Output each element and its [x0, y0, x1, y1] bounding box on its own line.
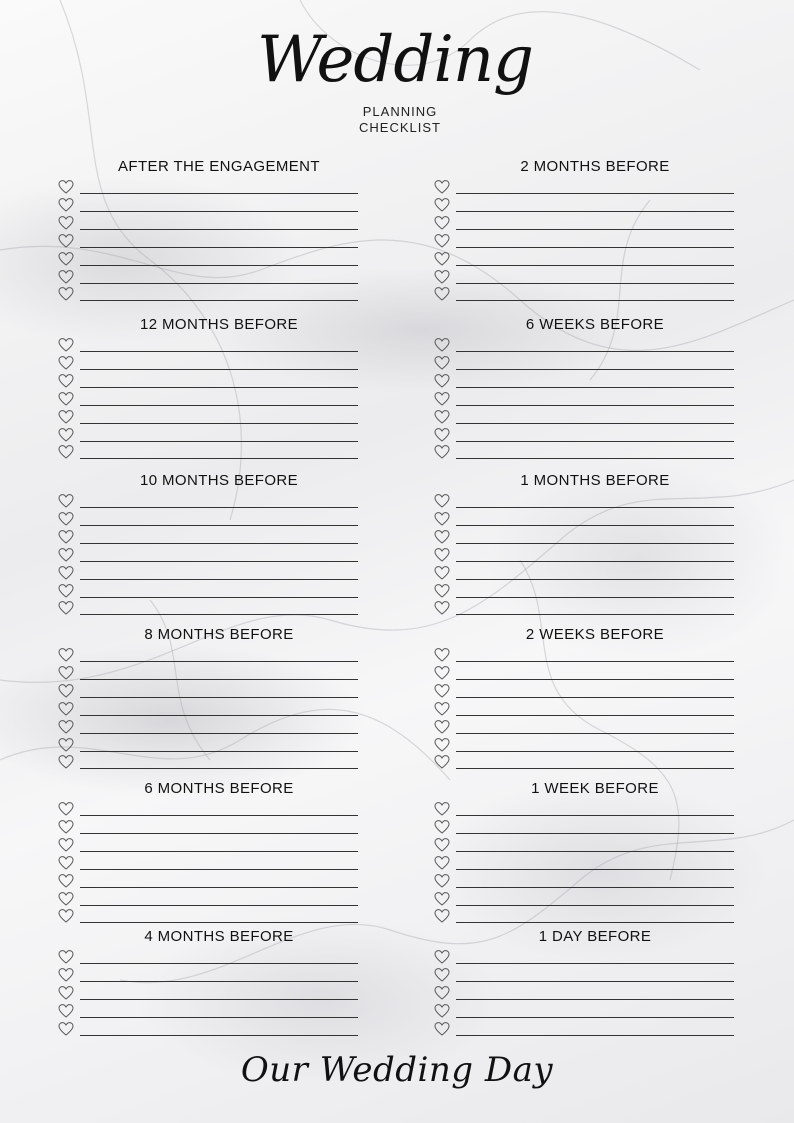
write-in-line[interactable] — [456, 300, 734, 301]
write-in-line[interactable] — [80, 369, 358, 370]
checklist-row — [58, 336, 358, 354]
section-heading: 1 DAY BEFORE — [538, 928, 652, 945]
checklist-row — [434, 492, 734, 510]
write-in-line[interactable] — [456, 405, 734, 406]
heart-checkbox-icon[interactable] — [434, 286, 450, 302]
checklist-row — [58, 354, 358, 372]
heart-checkbox-icon[interactable] — [434, 949, 450, 965]
heart-checkbox-icon[interactable] — [58, 647, 74, 663]
write-in-line[interactable] — [80, 543, 358, 544]
heart-checkbox-icon[interactable] — [434, 701, 450, 717]
write-in-line[interactable] — [80, 751, 358, 752]
write-in-line[interactable] — [80, 963, 358, 964]
heart-checkbox-icon[interactable] — [434, 511, 450, 527]
heart-checkbox-icon[interactable] — [434, 427, 450, 443]
checklist-row — [58, 890, 358, 908]
write-in-line[interactable] — [80, 733, 358, 734]
heart-checkbox-icon[interactable] — [58, 233, 74, 249]
section-heading: 10 MONTHS BEFORE — [139, 472, 299, 489]
checklist-row — [58, 682, 358, 700]
heart-checkbox-icon[interactable] — [58, 286, 74, 302]
checklist-row — [58, 408, 358, 426]
checklist-row — [58, 753, 358, 771]
checklist-row — [434, 232, 734, 250]
checklist-row — [58, 196, 358, 214]
write-in-line[interactable] — [80, 679, 358, 680]
heart-checkbox-icon[interactable] — [434, 737, 450, 753]
checklist-row — [434, 599, 734, 617]
heart-checkbox-icon[interactable] — [58, 949, 74, 965]
write-in-line[interactable] — [456, 369, 734, 370]
heart-checkbox-icon[interactable] — [58, 373, 74, 389]
checklist-row — [58, 250, 358, 268]
write-in-line[interactable] — [456, 851, 734, 852]
heart-checkbox-icon[interactable] — [58, 391, 74, 407]
write-in-line[interactable] — [456, 265, 734, 266]
checklist-row — [434, 268, 734, 286]
checklist-row — [58, 426, 358, 444]
heart-checkbox-icon[interactable] — [58, 493, 74, 509]
heart-checkbox-icon[interactable] — [434, 269, 450, 285]
heart-checkbox-icon[interactable] — [58, 701, 74, 717]
write-in-line[interactable] — [456, 351, 734, 352]
checklist-row — [434, 528, 734, 546]
checklist-row — [434, 178, 734, 196]
checklist-row — [434, 336, 734, 354]
checklist-row — [434, 390, 734, 408]
write-in-line[interactable] — [80, 423, 358, 424]
write-in-line[interactable] — [80, 283, 358, 284]
write-in-line[interactable] — [456, 614, 734, 615]
write-in-line[interactable] — [456, 387, 734, 388]
section-heading: 12 MONTHS BEFORE — [139, 316, 299, 333]
write-in-line[interactable] — [80, 922, 358, 923]
write-in-line[interactable] — [456, 597, 734, 598]
heart-checkbox-icon[interactable] — [434, 391, 450, 407]
heart-checkbox-icon[interactable] — [434, 1021, 450, 1037]
checklist-row — [434, 582, 734, 600]
section-heading: 1 WEEK BEFORE — [531, 780, 659, 797]
checklist-row — [434, 196, 734, 214]
checklist-row — [434, 426, 734, 444]
heart-checkbox-icon[interactable] — [58, 179, 74, 195]
write-in-line[interactable] — [80, 905, 358, 906]
heart-checkbox-icon[interactable] — [434, 355, 450, 371]
heart-checkbox-icon[interactable] — [434, 233, 450, 249]
checklist-row — [434, 646, 734, 664]
heart-checkbox-icon[interactable] — [58, 754, 74, 770]
section-heading: 2 WEEKS BEFORE — [525, 626, 665, 643]
write-in-line[interactable] — [456, 661, 734, 662]
heart-checkbox-icon[interactable] — [434, 837, 450, 853]
heart-checkbox-icon[interactable] — [58, 600, 74, 616]
footer-signature: Our Wedding Day — [240, 1050, 554, 1090]
checklist-row — [434, 664, 734, 682]
checklist-row — [58, 214, 358, 232]
write-in-line[interactable] — [80, 981, 358, 982]
heart-checkbox-icon[interactable] — [434, 493, 450, 509]
write-in-line[interactable] — [456, 922, 734, 923]
write-in-line[interactable] — [80, 597, 358, 598]
heart-checkbox-icon[interactable] — [58, 251, 74, 267]
write-in-line[interactable] — [456, 869, 734, 870]
header — [0, 22, 794, 142]
write-in-line[interactable] — [80, 561, 358, 562]
write-in-line[interactable] — [456, 507, 734, 508]
checklist-row — [58, 818, 358, 836]
heart-checkbox-icon[interactable] — [434, 985, 450, 1001]
write-in-line[interactable] — [456, 579, 734, 580]
write-in-line[interactable] — [80, 833, 358, 834]
write-in-line[interactable] — [456, 247, 734, 248]
heart-checkbox-icon[interactable] — [434, 683, 450, 699]
write-in-line[interactable] — [80, 211, 358, 212]
heart-checkbox-icon[interactable] — [58, 819, 74, 835]
write-in-line[interactable] — [80, 387, 358, 388]
checklist-row — [58, 285, 358, 303]
checklist-row — [434, 564, 734, 582]
checklist-row — [58, 800, 358, 818]
heart-checkbox-icon[interactable] — [58, 873, 74, 889]
checklist-row — [58, 836, 358, 854]
subtitle-line-planning: PLANNING — [362, 104, 438, 119]
write-in-line[interactable] — [80, 579, 358, 580]
write-in-line[interactable] — [80, 768, 358, 769]
heart-checkbox-icon[interactable] — [58, 855, 74, 871]
heart-checkbox-icon[interactable] — [58, 565, 74, 581]
write-in-line[interactable] — [456, 768, 734, 769]
write-in-line[interactable] — [80, 405, 358, 406]
checklist-row — [58, 564, 358, 582]
write-in-line[interactable] — [456, 981, 734, 982]
checklist-row — [58, 599, 358, 617]
heart-checkbox-icon[interactable] — [58, 967, 74, 983]
heart-checkbox-icon[interactable] — [58, 197, 74, 213]
heart-checkbox-icon[interactable] — [58, 529, 74, 545]
checklist-row — [58, 872, 358, 890]
checklist-row — [58, 178, 358, 196]
heart-checkbox-icon[interactable] — [434, 565, 450, 581]
heart-checkbox-icon[interactable] — [58, 891, 74, 907]
checklist-row — [434, 890, 734, 908]
heart-checkbox-icon[interactable] — [434, 197, 450, 213]
checklist-row — [434, 718, 734, 736]
write-in-line[interactable] — [456, 283, 734, 284]
write-in-line[interactable] — [456, 423, 734, 424]
write-in-line[interactable] — [80, 351, 358, 352]
checklist-row — [434, 907, 734, 925]
heart-checkbox-icon[interactable] — [434, 873, 450, 889]
checklist-row — [58, 854, 358, 872]
write-in-line[interactable] — [456, 211, 734, 212]
checklist-row — [434, 818, 734, 836]
heart-checkbox-icon[interactable] — [58, 355, 74, 371]
checklist-row — [434, 700, 734, 718]
heart-checkbox-icon[interactable] — [434, 719, 450, 735]
heart-checkbox-icon[interactable] — [58, 583, 74, 599]
write-in-line[interactable] — [80, 247, 358, 248]
checklist-row — [434, 800, 734, 818]
heart-checkbox-icon[interactable] — [58, 1021, 74, 1037]
heart-checkbox-icon[interactable] — [434, 665, 450, 681]
section-heading: 6 WEEKS BEFORE — [525, 316, 665, 333]
heart-checkbox-icon[interactable] — [434, 967, 450, 983]
heart-checkbox-icon[interactable] — [434, 215, 450, 231]
write-in-line[interactable] — [80, 1017, 358, 1018]
heart-checkbox-icon[interactable] — [58, 801, 74, 817]
subtitle-line-checklist: CHECKLIST — [359, 120, 441, 135]
heart-checkbox-icon[interactable] — [58, 511, 74, 527]
section-heading: 6 MONTHS BEFORE — [144, 780, 294, 797]
write-in-line[interactable] — [80, 887, 358, 888]
heart-checkbox-icon[interactable] — [58, 737, 74, 753]
write-in-line[interactable] — [456, 751, 734, 752]
heart-checkbox-icon[interactable] — [58, 908, 74, 924]
write-in-line[interactable] — [80, 458, 358, 459]
heart-checkbox-icon[interactable] — [58, 665, 74, 681]
section-heading: 1 MONTHS BEFORE — [520, 472, 670, 489]
checklist-row — [58, 232, 358, 250]
checklist-row — [58, 528, 358, 546]
write-in-line[interactable] — [456, 229, 734, 230]
section-heading: AFTER THE ENGAGEMENT — [118, 158, 320, 175]
checklist-row — [58, 492, 358, 510]
checklist-row — [434, 1020, 734, 1038]
checklist-row — [434, 354, 734, 372]
checklist-row — [434, 984, 734, 1002]
write-in-line[interactable] — [80, 697, 358, 698]
heart-checkbox-icon[interactable] — [58, 337, 74, 353]
checklist-row — [58, 443, 358, 461]
write-in-line[interactable] — [456, 905, 734, 906]
heart-checkbox-icon[interactable] — [58, 409, 74, 425]
checklist-row — [58, 510, 358, 528]
write-in-line[interactable] — [456, 715, 734, 716]
write-in-line[interactable] — [80, 441, 358, 442]
write-in-line[interactable] — [456, 815, 734, 816]
write-in-line[interactable] — [456, 887, 734, 888]
checklist-row — [58, 372, 358, 390]
write-in-line[interactable] — [80, 525, 358, 526]
checklist-row — [58, 718, 358, 736]
write-in-line[interactable] — [80, 851, 358, 852]
checklist-row — [434, 753, 734, 771]
checklist-row — [434, 443, 734, 461]
checklist-row — [58, 966, 358, 984]
write-in-line[interactable] — [80, 815, 358, 816]
write-in-line[interactable] — [80, 661, 358, 662]
write-in-line[interactable] — [456, 833, 734, 834]
checklist-row — [434, 1002, 734, 1020]
heart-checkbox-icon[interactable] — [434, 583, 450, 599]
heart-checkbox-icon[interactable] — [58, 547, 74, 563]
heart-checkbox-icon[interactable] — [434, 529, 450, 545]
checklist-row — [434, 250, 734, 268]
checklist-row — [434, 408, 734, 426]
write-in-line[interactable] — [80, 869, 358, 870]
checklist-row — [58, 907, 358, 925]
checklist-row — [434, 546, 734, 564]
heart-checkbox-icon[interactable] — [434, 179, 450, 195]
heart-checkbox-icon[interactable] — [58, 444, 74, 460]
heart-checkbox-icon[interactable] — [58, 1003, 74, 1019]
heart-checkbox-icon[interactable] — [434, 754, 450, 770]
write-in-line[interactable] — [456, 679, 734, 680]
heart-checkbox-icon[interactable] — [58, 269, 74, 285]
checklist-row — [434, 372, 734, 390]
heart-checkbox-icon[interactable] — [58, 215, 74, 231]
write-in-line[interactable] — [80, 614, 358, 615]
checklist-row — [434, 872, 734, 890]
heart-checkbox-icon[interactable] — [434, 891, 450, 907]
section-heading: 4 MONTHS BEFORE — [144, 928, 294, 945]
write-in-line[interactable] — [456, 543, 734, 544]
heart-checkbox-icon[interactable] — [434, 908, 450, 924]
checklist-row — [434, 285, 734, 303]
checklist-row — [434, 682, 734, 700]
page-title: Wedding — [256, 23, 534, 97]
write-in-line[interactable] — [456, 963, 734, 964]
write-in-line[interactable] — [80, 507, 358, 508]
heart-checkbox-icon[interactable] — [58, 719, 74, 735]
write-in-line[interactable] — [456, 999, 734, 1000]
checklist-row — [58, 664, 358, 682]
checklist-row — [434, 966, 734, 984]
page-subtitle — [330, 104, 470, 136]
checklist-row — [58, 700, 358, 718]
checklist-row — [58, 1002, 358, 1020]
checklist-row — [58, 948, 358, 966]
write-in-line[interactable] — [456, 697, 734, 698]
checklist-row — [58, 582, 358, 600]
heart-checkbox-icon[interactable] — [434, 801, 450, 817]
checklist-row — [434, 736, 734, 754]
heart-checkbox-icon[interactable] — [434, 819, 450, 835]
write-in-line[interactable] — [80, 999, 358, 1000]
checklist-row — [58, 646, 358, 664]
heart-checkbox-icon[interactable] — [434, 1003, 450, 1019]
heart-checkbox-icon[interactable] — [434, 373, 450, 389]
checklist-row — [58, 1020, 358, 1038]
write-in-line[interactable] — [456, 458, 734, 459]
heart-checkbox-icon[interactable] — [58, 837, 74, 853]
write-in-line[interactable] — [80, 193, 358, 194]
heart-checkbox-icon[interactable] — [434, 647, 450, 663]
section-heading: 8 MONTHS BEFORE — [144, 626, 294, 643]
checklist-row — [58, 984, 358, 1002]
write-in-line[interactable] — [456, 1035, 734, 1036]
checklist-row — [58, 390, 358, 408]
heart-checkbox-icon[interactable] — [434, 547, 450, 563]
write-in-line[interactable] — [456, 1017, 734, 1018]
write-in-line[interactable] — [80, 300, 358, 301]
write-in-line[interactable] — [80, 229, 358, 230]
heart-checkbox-icon[interactable] — [58, 683, 74, 699]
heart-checkbox-icon[interactable] — [58, 985, 74, 1001]
write-in-line[interactable] — [456, 441, 734, 442]
checklist-row — [434, 214, 734, 232]
heart-checkbox-icon[interactable] — [434, 337, 450, 353]
write-in-line[interactable] — [80, 715, 358, 716]
write-in-line[interactable] — [456, 193, 734, 194]
heart-checkbox-icon[interactable] — [434, 409, 450, 425]
write-in-line[interactable] — [80, 1035, 358, 1036]
write-in-line[interactable] — [456, 561, 734, 562]
heart-checkbox-icon[interactable] — [434, 251, 450, 267]
checklist-row — [434, 854, 734, 872]
write-in-line[interactable] — [456, 733, 734, 734]
checklist-row — [434, 836, 734, 854]
write-in-line[interactable] — [456, 525, 734, 526]
heart-checkbox-icon[interactable] — [434, 444, 450, 460]
section-heading: 2 MONTHS BEFORE — [520, 158, 670, 175]
heart-checkbox-icon[interactable] — [434, 600, 450, 616]
checklist-row — [434, 948, 734, 966]
checklist-row — [58, 268, 358, 286]
checklist-row — [58, 736, 358, 754]
heart-checkbox-icon[interactable] — [58, 427, 74, 443]
write-in-line[interactable] — [80, 265, 358, 266]
checklist-row — [58, 546, 358, 564]
checklist-row — [434, 510, 734, 528]
heart-checkbox-icon[interactable] — [434, 855, 450, 871]
